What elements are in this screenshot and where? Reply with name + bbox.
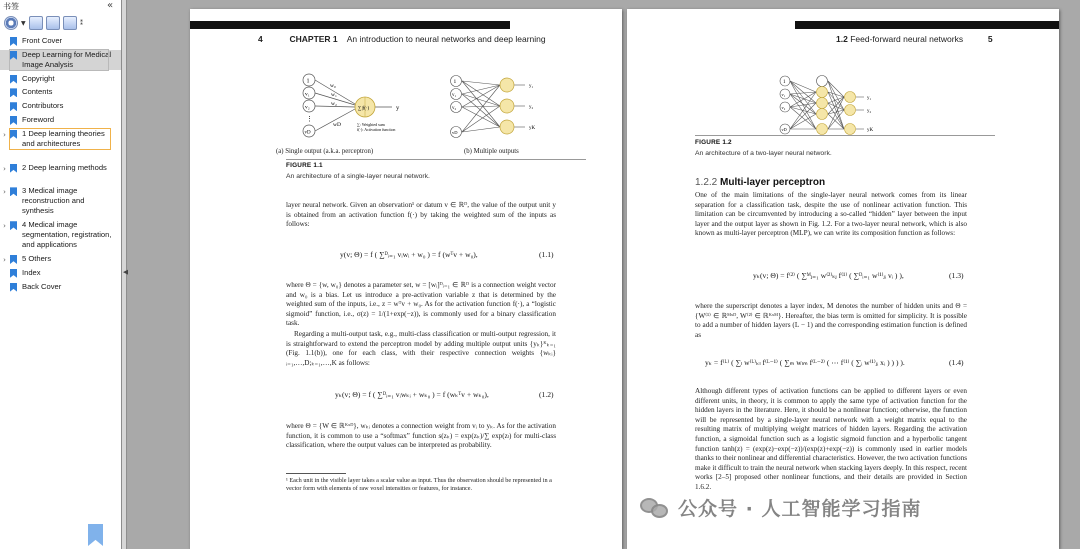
bookmark-icon [10, 75, 17, 84]
bookmark-icon [10, 88, 17, 97]
hidden-node [817, 124, 828, 135]
fig-a-caption: (a) Single output (a.k.a. perceptron) [276, 148, 374, 155]
page-number: 4 [258, 34, 263, 44]
running-head [836, 34, 993, 44]
mlp-y1-label: y₁ [867, 96, 872, 101]
expand-chevron-icon[interactable]: › [3, 188, 6, 197]
connection-edge [462, 85, 500, 132]
bookmark-icon [10, 187, 17, 196]
output-node [845, 124, 856, 135]
equation-1-1-number: (1.1) [539, 250, 554, 259]
spacer [0, 282, 9, 284]
output-node [845, 105, 856, 116]
bookmark-toolbar [4, 14, 118, 32]
paragraph-3: Regarding a multi-output task, e.g., multi-class classification or multi-output regression, it is straightforward to extend the perceptron model by adding multiple output units {yₖ}ᴷₖ₌₁ (Fig. 1.1(b)), one for each class, with their respective connection weights {wₖᵢ}ᵢ₌₁,…,D;ₖ₌₁,…,K as follows: [286, 330, 556, 367]
equation-1-4-number: (1.4) [949, 358, 964, 367]
subsection-number: 1.2.2 [695, 177, 718, 188]
weight-w0-label: w₀ [330, 83, 336, 89]
bookmark-icon [10, 283, 17, 292]
mlp-y2-label: y₂ [867, 109, 872, 114]
output-y-label: y [396, 104, 400, 112]
mo-v1-label: v₁ [452, 93, 457, 98]
spacer [0, 268, 9, 270]
equation-1-3: yₖ(v; Θ) = f⁽²⁾ ( ∑ᴹⱼ₌₁ w⁽²⁾ₖⱼ f⁽¹⁾ ( ∑ᴰᵢ₌₁ w⁽¹⁾ⱼᵢ vᵢ ) ), [753, 271, 904, 280]
bookmark-icon [10, 164, 17, 173]
bookmarks-panel [0, 0, 122, 549]
options-gear-icon[interactable] [4, 16, 18, 30]
bookmark-item[interactable] [0, 254, 121, 264]
mlp-vD-label: vD [781, 127, 787, 132]
page-5 [627, 9, 1059, 549]
bookmark-icon [10, 255, 17, 264]
running-head [258, 34, 546, 44]
selection-outline [9, 49, 109, 71]
bookmark-label: Index [22, 267, 41, 277]
figure-1-2-label: FIGURE 1.2 [695, 139, 732, 146]
connection-edge [462, 81, 500, 106]
spacer [0, 101, 9, 103]
mlp-v2-label: v₂ [781, 105, 786, 110]
page-4 [190, 9, 622, 549]
new-bookmark-icon[interactable] [46, 16, 60, 30]
bookmark-item[interactable] [0, 220, 121, 250]
output-node [845, 92, 856, 103]
bookmark-label: Back Cover [22, 281, 62, 291]
equation-1-2-number: (1.2) [539, 390, 554, 399]
bookmark-label: 2 Deep learning methods [22, 162, 107, 172]
bookmark-label: 4 Medical image segmentation, registration, and applications [22, 220, 112, 250]
section-label: 1.2 [836, 34, 848, 44]
bookmark-item[interactable] [0, 50, 121, 70]
two-layer-diagram [777, 73, 887, 139]
page-number: 5 [987, 34, 993, 44]
splitter-arrow-icon[interactable]: ◀ [123, 268, 129, 276]
bookmark-item[interactable] [0, 87, 121, 97]
input-v2-label: v₂ [305, 104, 310, 111]
bookmark-drag-icon [88, 524, 103, 546]
bookmark-icon [10, 116, 17, 125]
mlp-v1-label: v₁ [781, 92, 786, 97]
mlp-yK-label: yK [867, 128, 874, 133]
spacer [0, 50, 9, 52]
mo-vD-label: vD [452, 130, 458, 135]
bookmark-item[interactable] [0, 115, 121, 125]
equation-1-2: yₖ(v; Θ) = f ( ∑ᴰᵢ₌₁ vᵢwₖᵢ + wₖ₀ ) = f (wₖᵀv + wₖ₀), [335, 390, 489, 399]
bookmark-label: 1 Deep learning theories and architectures [22, 128, 105, 148]
perceptron-diagram [300, 71, 410, 143]
paragraph-3: Although different types of activation functions can be applied to different layers or even different units, in theory, it is common to apply the same type of activation function for the hidden layers in the literature. Here, it should be a nonlinear function; otherwise, the function will be represented by a single-layer neural network with a weight matrix equal to the resulting matrix of multiplying weight matrices of hidden layers. Regarding the activation function, a sigmoidal function such as a logistic sigmoid function and a hyperbolic tangent function tanh(z) = (exp(z)−exp(−z))/(exp(z)+exp(−z)) is commonly used in earlier models thanks to their nonlinear and differential characteristics. However, the two activation functions make it difficult to train the neural network when stacking layers deeply. In this respect, recent works [2–5] proposed other nonlinear functions, and their details are provided in Section 1.6.2. [695, 387, 968, 491]
bookmark-icon [10, 102, 17, 111]
chapter-title: An introduction to neural networks and deep learning [346, 34, 546, 44]
bookmark-label: Copyright [22, 73, 55, 83]
mo-y1-label: y₁ [529, 84, 534, 89]
expand-chevron-icon[interactable]: › [3, 256, 6, 264]
bookmark-icon [10, 221, 17, 230]
paragraph-4: where Θ = {W ∈ ℝᴷˣᴰ}, wₖᵢ denotes a connection weight from vᵢ to yₖ. As for the activation function, it is common to use a “softmax” function s(zₖ) = exp(zₖ)/∑ exp(zₗ) for multi-class classification, where the output values can be interpreted as probability. [286, 422, 556, 450]
hidden-node [817, 109, 828, 120]
connection-edge [462, 94, 500, 127]
legend-weighted-sum: ∑: Weighted sum [357, 122, 385, 127]
watermark-text: 公众号 · 人工智能学习指南 [678, 498, 922, 520]
header-bar [795, 21, 1059, 29]
input-dots: ⋮ [306, 115, 313, 123]
figure-1-1-label: FIGURE 1.1 [286, 162, 323, 169]
hidden-node [817, 76, 828, 87]
weight-w1-label: w₁ [331, 92, 337, 98]
mlp-bias-label: 1 [783, 80, 786, 85]
selection-outline [9, 128, 111, 150]
output-node [500, 99, 514, 113]
expand-chevron-icon[interactable]: › [3, 130, 6, 139]
expand-chevron-icon[interactable]: › [3, 164, 6, 173]
document-view[interactable] [128, 0, 1080, 549]
mo-v2-label: v₂ [452, 106, 457, 111]
chapter-label: CHAPTER 1 [289, 34, 338, 44]
input-v1-label: v₁ [305, 91, 310, 98]
subsection-heading [695, 177, 825, 188]
weight-wD-label: wD [333, 122, 341, 128]
spacer [0, 74, 9, 76]
output-node [500, 120, 514, 134]
collapse-panel-icon[interactable]: « [107, 0, 114, 11]
spacer [0, 36, 9, 38]
subsection-title: Multi-layer perceptron [720, 177, 826, 188]
wechat-logo-icon [640, 496, 670, 520]
multi-output-diagram [448, 73, 548, 143]
hidden-node [817, 98, 828, 109]
mo-y2-label: y₂ [529, 105, 534, 110]
bookmark-label: Deep Learning for Medical Image Analysis [22, 49, 112, 69]
panel-title: 书签 [3, 2, 19, 11]
paragraph-1: One of the main limitations of the single-layer neural network comes from its linear separation for a classification task, despite the use of nonlinear activation function. This limitation can be circumvented by introducing a so-called “hidden” layer between the input layer and the output layer as shown in Fig. 1.2. For a two-layer neural network, which is also known as multi-layer perceptron (MLP), we can write its composition function as follows: [695, 191, 967, 238]
bookmark-icon [10, 37, 17, 46]
bookmark-icon [10, 269, 17, 278]
layer1-edge [790, 94, 816, 114]
figure-rule [695, 135, 995, 136]
connection-edge [462, 106, 500, 107]
paragraph-1: layer neural network. Given an observation¹ or datum v ∈ ℝᴰ, the value of the output unit y is obtained from an activation function f(·) by taking the weighted sum of the inputs as follows: [286, 201, 556, 229]
options-dropdown-icon[interactable]: ▼ [21, 19, 26, 27]
fig-b-caption: (b) Multiple outputs [464, 148, 519, 155]
paragraph-2: where the superscript denotes a layer index, M denotes the number of hidden units and Θ = {W⁽¹⁾ ∈ ℝᴹˣᴰ, W⁽²⁾ ∈ ℝᴷˣᴹ}. Hereafter, the bias term is omitted for simplicity. It is possible to add a number of hidden layers (L − 1) and the corresponding estimation function is defined as [695, 302, 967, 339]
spacer [0, 115, 9, 117]
expand-bookmark-icon[interactable] [29, 16, 43, 30]
paragraph-2: where Θ = {w, w₀} denotes a parameter set, w = [wᵢ]ᴰᵢ₌₁ ∈ ℝᴰ is a connection weight vector and w₀ is a bias. Let us introduce a pre-activation variable z that is determined by the weighted sum of the inputs, i.e., z = wᵀv + w₀. As for the activation function f(·), a “logistic sigmoid” function, i.e., σ(z) = 1/(1+exp(−z)), is commonly used for a binary classification task. [286, 281, 556, 328]
bookmark-item[interactable] [0, 163, 121, 173]
delete-bookmark-icon[interactable] [63, 16, 77, 30]
bookmark-item[interactable] [0, 129, 121, 149]
layer1-edge [790, 81, 816, 92]
output-node [500, 78, 514, 92]
layer1-edge [790, 94, 816, 103]
footnote-rule [286, 473, 346, 474]
bookmark-label: 5 Others [22, 254, 52, 263]
bookmark-item[interactable] [0, 101, 121, 111]
equation-1-3-number: (1.3) [949, 271, 964, 280]
bookmark-label: Contents [22, 87, 53, 97]
sum-node-label: ∑|f(·) [358, 106, 370, 112]
legend-activation: f(·): Activation function [357, 127, 396, 132]
properties-icon[interactable]: ⁑ [80, 19, 83, 27]
expand-chevron-icon[interactable]: › [3, 222, 6, 231]
bookmark-label: Foreword [22, 115, 55, 124]
input-vD-label: vD [304, 130, 311, 136]
spacer [0, 87, 9, 89]
header-bar [190, 21, 510, 29]
connection-edge [462, 85, 500, 94]
bias-input-label: 1 [306, 78, 310, 85]
bookmark-tree [0, 34, 121, 514]
bookmark-item[interactable] [0, 74, 121, 84]
section-title: Feed-forward neural networks [850, 34, 964, 44]
hidden-node [817, 87, 828, 98]
figure-1-2-caption: An architecture of a two-layer neural network. [695, 150, 832, 157]
bookmark-item[interactable] [0, 186, 121, 216]
bookmark-label: Front Cover [22, 36, 63, 45]
footnote-1: ¹ Each unit in the visible layer takes a scalar value as input. Thus the observation should be represented in a vector form with elements of raw voxel intensities or features, for instance. [286, 477, 552, 492]
equation-1-4: yₖ = f⁽ᴸ⁾ ( ∑ₗ w⁽ᴸ⁾ₖₗ f⁽ᴸ⁻¹⁾ ( ∑ₘ wₗₘ f⁽ᴸ⁻²⁾ ( ⋯ f⁽¹⁾ ( ∑ᵢ w⁽¹⁾ⱼᵢ xᵢ ) ) ) ). [705, 358, 905, 367]
mo-yK-label: yK [529, 126, 536, 131]
bookmark-label: 3 Medical image reconstruction and synthesis [22, 186, 85, 216]
figure-1-1-caption: An architecture of a single-layer neural network. [286, 173, 430, 180]
equation-1-1: y(v; Θ) = f ( ∑ᴰᵢ₌₁ vᵢwᵢ + w₀ ) = f (wᵀv + w₀), [340, 250, 478, 259]
bookmark-label: Contributors [22, 101, 64, 111]
bookmark-item[interactable] [0, 282, 121, 292]
bookmark-item[interactable] [0, 268, 121, 278]
mo-bias-label: 1 [453, 79, 457, 85]
bookmark-item[interactable] [0, 36, 121, 46]
weight-w2-label: w₂ [331, 101, 337, 107]
watermark [640, 494, 921, 521]
figure-rule [286, 159, 586, 160]
